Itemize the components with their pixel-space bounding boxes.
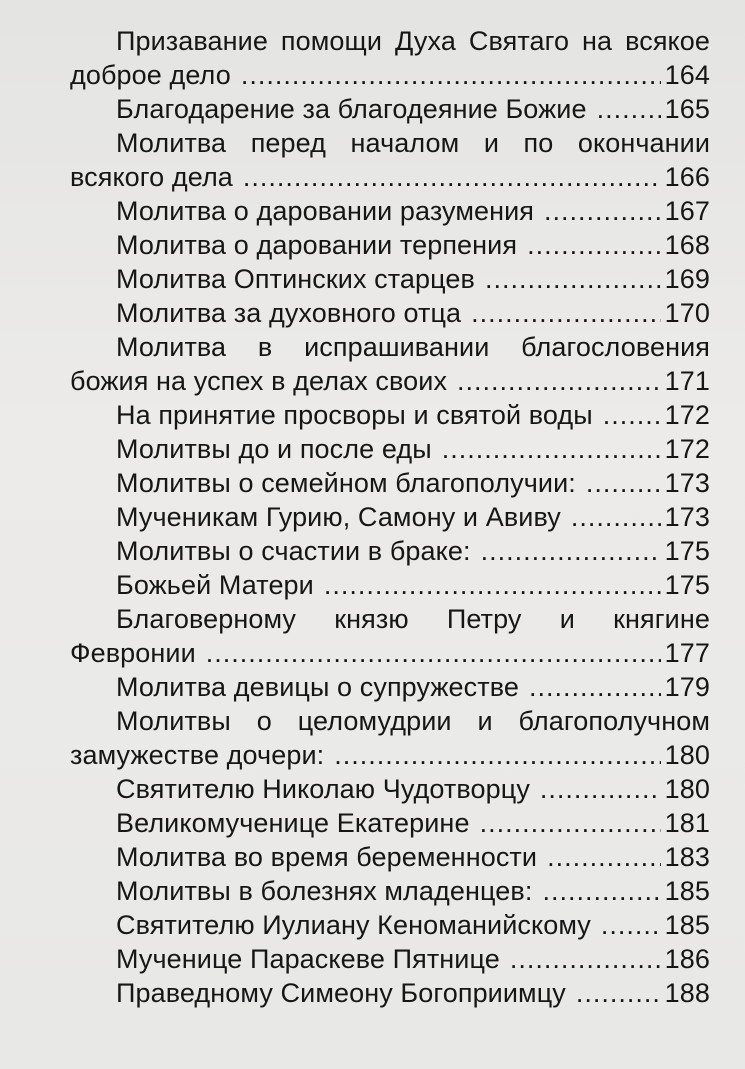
- toc-entry: [70, 26, 710, 94]
- toc-entry-title: Мученице Параскеве Пятнице: [116, 944, 500, 974]
- toc-entry: [70, 502, 710, 536]
- toc-entry: [70, 230, 710, 264]
- toc-entry: [70, 196, 710, 230]
- toc-entry-title: божия на успех в делах своих: [70, 366, 448, 396]
- toc-entry-title: доброе дело: [70, 60, 231, 90]
- toc-entry-title: Молитва за духовного отца: [116, 298, 462, 328]
- dot-leader: [442, 434, 661, 465]
- toc-entry: [70, 536, 710, 570]
- toc-page-number: 164: [664, 60, 710, 90]
- toc-page-number: 180: [664, 740, 710, 770]
- toc-entry-title: Февронии: [70, 638, 196, 668]
- toc-page-number: 173: [664, 468, 710, 498]
- toc-entry-title: Молитва о даровании терпения: [116, 230, 518, 260]
- dot-leader: [586, 468, 661, 499]
- toc-entry: [70, 774, 710, 808]
- dot-leader: [601, 910, 661, 941]
- dot-leader: [576, 978, 661, 1009]
- toc-entry-title: Молитва Оптинских старцев: [116, 264, 475, 294]
- toc-page-number: 175: [664, 536, 710, 566]
- toc-entry: [70, 298, 710, 332]
- toc-entry-title: Молитва девицы о супружестве: [116, 672, 520, 702]
- toc-page-number: 188: [664, 978, 710, 1008]
- dot-leader: [544, 196, 661, 227]
- toc-entry-title: Молитвы о счастии в браке:: [116, 536, 471, 566]
- toc-page-number: 183: [664, 842, 710, 872]
- dot-leader: [457, 366, 661, 397]
- toc-page-number: 186: [664, 944, 710, 974]
- dot-leader: [510, 944, 661, 975]
- dot-leader: [243, 162, 661, 193]
- toc-page-number: 175: [664, 570, 710, 600]
- toc-entry: [70, 400, 710, 434]
- dot-leader: [241, 60, 661, 91]
- toc-page-number: 179: [664, 672, 710, 702]
- toc-entry: [70, 944, 710, 978]
- toc-page-number: 171: [664, 366, 710, 396]
- toc-entry-title-line: Молитвы о целомудрии и благополучном: [116, 706, 710, 736]
- toc-page-number: 167: [664, 196, 710, 226]
- dot-leader: [540, 774, 661, 805]
- toc-page-number: 169: [664, 264, 710, 294]
- toc-entry: [70, 434, 710, 468]
- toc-entry-title: замужестве дочери:: [70, 740, 325, 770]
- dot-leader: [603, 400, 661, 431]
- dot-leader: [597, 94, 661, 125]
- dot-leader: [480, 808, 661, 839]
- toc-entry: [70, 808, 710, 842]
- toc-entry-title: Святителю Николаю Чудотворцу: [116, 774, 530, 804]
- toc-entry: [70, 570, 710, 604]
- toc-entry-title: Божьей Матери: [116, 570, 314, 600]
- dot-leader: [527, 230, 661, 261]
- table-of-contents: [70, 26, 710, 1012]
- toc-entry-title: всякого дела: [70, 162, 233, 192]
- toc-entry-title: Праведному Симеону Богоприимцу: [116, 978, 566, 1008]
- dot-leader: [542, 876, 660, 907]
- toc-entry-title: Благодарение за благодеяние Божие: [116, 94, 587, 124]
- toc-page-number: 180: [664, 774, 710, 804]
- toc-entry: [70, 978, 710, 1012]
- toc-entry-title: Молитвы о семейном благополучии:: [116, 468, 576, 498]
- dot-leader: [206, 638, 661, 669]
- dot-leader: [485, 264, 661, 295]
- toc-entry-title: Мученикам Гурию, Самону и Авиву: [116, 502, 561, 532]
- toc-entry: [70, 94, 710, 128]
- toc-page-number: 170: [664, 298, 710, 328]
- toc-page-number: 177: [664, 638, 710, 668]
- toc-entry: [70, 604, 710, 672]
- dot-leader: [571, 502, 661, 533]
- dot-leader: [529, 672, 661, 703]
- toc-entry-title-line: Призавание помощи Духа Святаго на всякое: [116, 26, 710, 56]
- toc-entry-title-line: Молитва в испрашивании благословения: [116, 332, 710, 362]
- toc-entry-title: На принятие просворы и святой воды: [116, 400, 593, 430]
- toc-page-number: 168: [664, 230, 710, 260]
- toc-entry-title: Великомученице Екатерине: [116, 808, 470, 838]
- toc-page-number: 185: [664, 876, 710, 906]
- toc-entry-title-line: Благоверному князю Петру и княгине: [116, 604, 710, 634]
- toc-entry-title-line: Молитва перед началом и по окончании: [116, 128, 710, 158]
- toc-entry: [70, 876, 710, 910]
- toc-entry: [70, 264, 710, 298]
- toc-entry-title: Молитва во время беременности: [116, 842, 538, 872]
- toc-page-number: 166: [664, 162, 710, 192]
- dot-leader: [324, 570, 661, 601]
- toc-entry-title: Молитвы в болезнях младенцев:: [116, 876, 533, 906]
- dot-leader: [481, 536, 661, 567]
- toc-page-number: 185: [664, 910, 710, 940]
- dot-leader: [471, 298, 660, 329]
- toc-page-number: 172: [664, 434, 710, 464]
- toc-entry-title: Святителю Иулиану Кеноманийскому: [116, 910, 591, 940]
- toc-entry: [70, 706, 710, 774]
- toc-entry-title: Молитва о даровании разумения: [116, 196, 535, 226]
- toc-entry: [70, 128, 710, 196]
- toc-page-number: 181: [664, 808, 710, 838]
- dot-leader: [334, 740, 660, 771]
- toc-entry-title: Молитвы до и после еды: [116, 434, 432, 464]
- toc-entry: [70, 468, 710, 502]
- toc-page-number: 173: [664, 502, 710, 532]
- toc-page-number: 165: [664, 94, 710, 124]
- toc-entry: [70, 842, 710, 876]
- toc-entry: [70, 332, 710, 400]
- toc-entry: [70, 910, 710, 944]
- dot-leader: [547, 842, 661, 873]
- toc-page-number: 172: [664, 400, 710, 430]
- toc-entry: [70, 672, 710, 706]
